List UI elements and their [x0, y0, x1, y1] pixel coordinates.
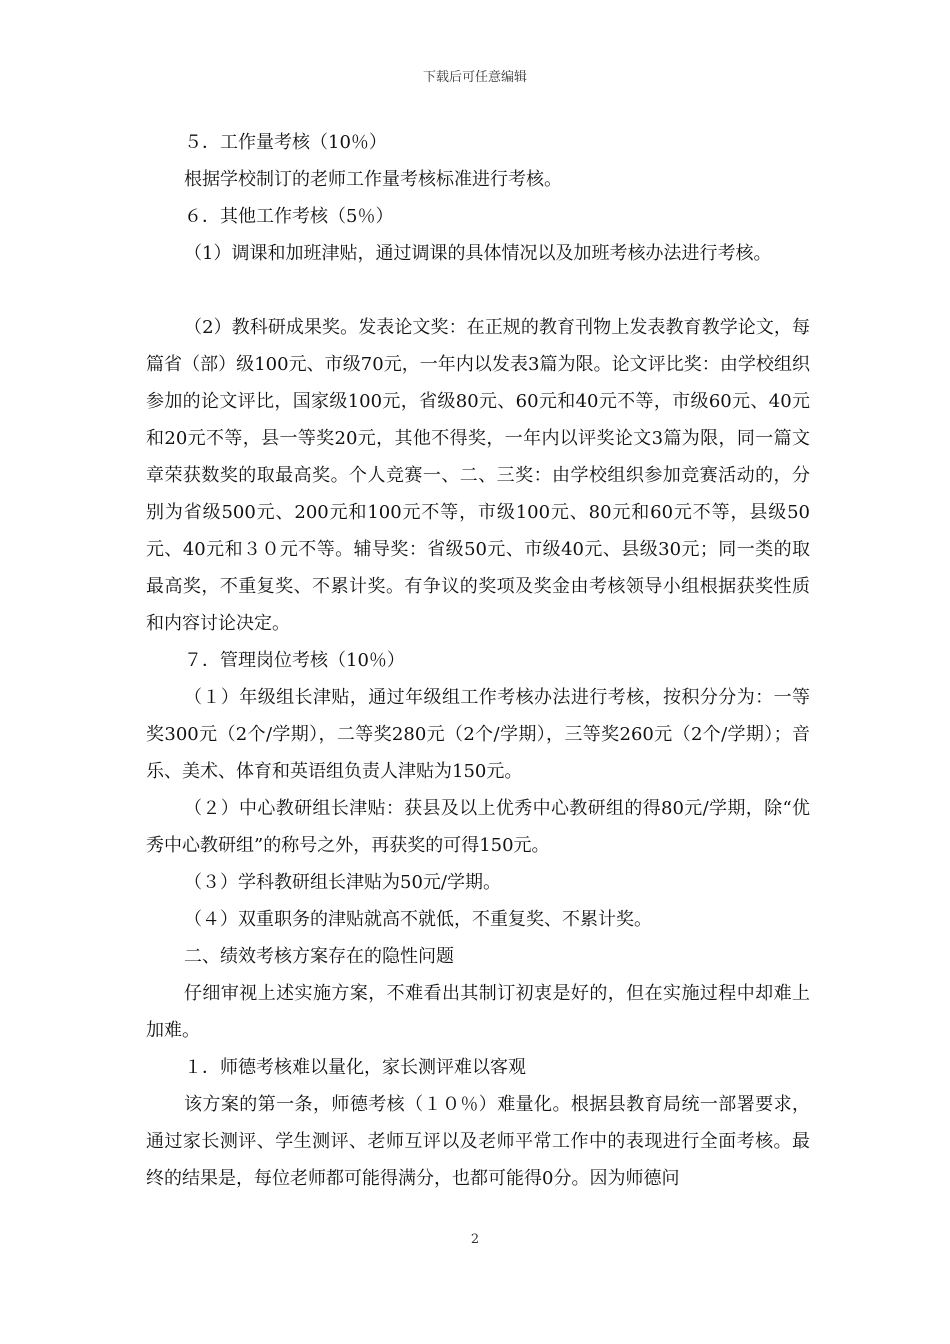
paragraph: （４）双重职务的津贴就高不就低，不重复奖、不累计奖。 [184, 909, 652, 930]
paragraph: （２）中心教研组长津贴：获县及以上优秀中心教研组的得80元/学期，除“优秀中心教研组”的称号之外，再获奖的可得150元。 [146, 798, 810, 856]
paragraph: （1）调课和加班津贴，通过调课的具体情况以及加班考核办法进行考核。 [184, 243, 772, 264]
paragraph: 根据学校制订的老师工作量考核标准进行考核。 [184, 169, 562, 190]
blank-line [146, 272, 810, 309]
paragraph: 该方案的第一条，师德考核（１０％）难量化。根据县教育局统一部署要求，通过家长测评、学生测评、老师互评以及老师平常工作中的表现进行全面考核。最终的结果是，每位老师都可能得满分，也都可能得0分。因为师德问 [146, 1094, 810, 1189]
paragraph: （１）年级组长津贴，通过年级组工作考核办法进行考核，按积分分为：一等奖300元（2个/学期），二等奖280元（2个/学期），三等奖260元（2个/学期）；音乐、美术、体育和英语组负责人津贴为150元。 [146, 687, 810, 782]
heading-management: ７．管理岗位考核（10％） [184, 650, 405, 671]
section-heading: 二、绩效考核方案存在的隐性问题 [184, 946, 454, 967]
heading-workload: ５．工作量考核（10％） [184, 132, 387, 153]
page-header: 下载后可任意编辑 [422, 70, 527, 85]
heading-other-work: ６．其他工作考核（5％） [184, 206, 394, 227]
paragraph: （３）学科教研组长津贴为50元/学期。 [184, 872, 501, 893]
paragraph: 仔细审视上述实施方案，不难看出其制订初衷是好的，但在实施过程中却难上加难。 [146, 983, 810, 1041]
page-number: 2 [470, 1232, 480, 1247]
subsection-heading: １．师德考核难以量化，家长测评难以客观 [184, 1057, 526, 1078]
paragraph: （2）教科研成果奖。发表论文奖：在正规的教育刊物上发表教育教学论文，每篇省（部）级100元、市级70元，一年内以发表3篇为限。论文评比奖：由学校组织参加的论文评比，国家级100元，省级80元、60元和40元不等，市级60元、40元和20元不等，县一等奖20元，其他不得奖，一年内以评奖论文3篇为限，同一篇文章荣获数奖的取最高奖。个人竞赛一、二、三奖：由学校组织参加竞赛活动的，分别为省级500元、200元和100元不等，市级100元、80元和60元不等，县级50元、40元和３０元不等。辅导奖：省级50元、市级40元、县级30元；同一类的取最高奖，不重复奖、不累计奖。有争议的奖项及奖金由考核领导小组根据获奖性质和内容讨论决定。 [146, 317, 810, 634]
document-body [146, 124, 810, 1197]
